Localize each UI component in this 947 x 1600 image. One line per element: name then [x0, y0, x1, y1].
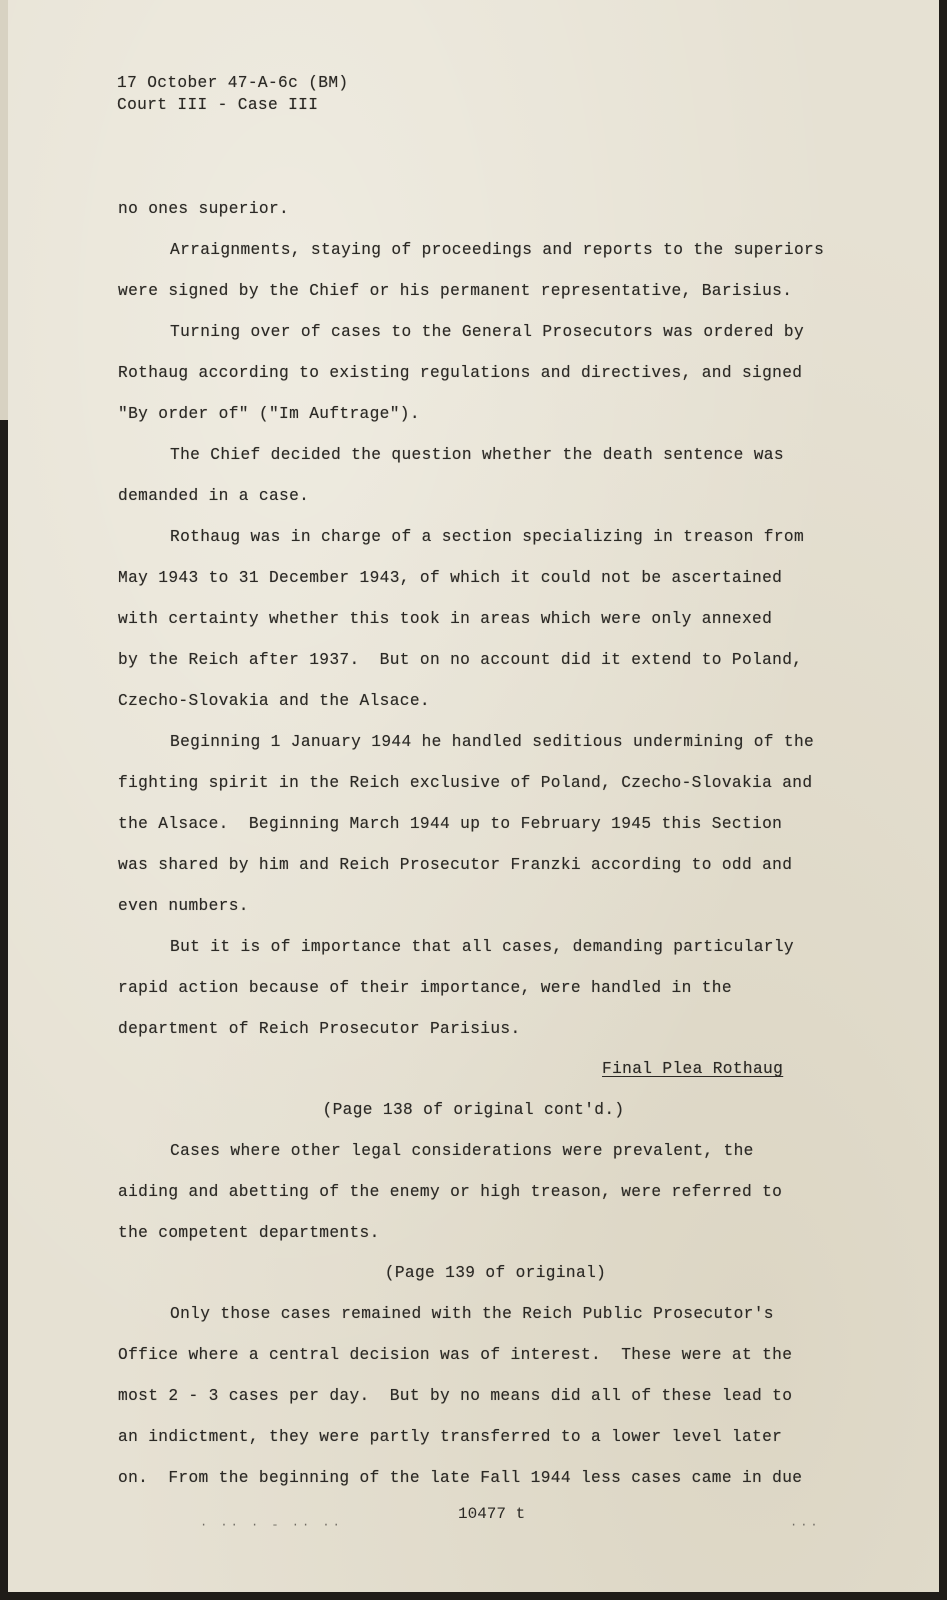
body-line: Beginning 1 January 1944 he handled seditious undermining of the	[170, 733, 815, 751]
body-line: Office where a central decision was of interest. These were at the	[118, 1346, 793, 1364]
body-line: the competent departments.	[118, 1224, 380, 1242]
body-line: "By order of" ("Im Auftrage").	[118, 405, 420, 423]
body-line: demanded in a case.	[118, 487, 310, 505]
body-line: by the Reich after 1937. But on no account did it extend to Poland,	[118, 651, 803, 669]
body-line: Arraignments, staying of proceedings and reports to the superiors	[170, 241, 825, 259]
body-line: on. From the beginning of the late Fall 1944 less cases came in due	[118, 1469, 803, 1487]
body-line: Only those cases remained with the Reich Public Prosecutor's	[170, 1305, 774, 1323]
page-note: (Page 138 of original cont'd.)	[322, 1101, 625, 1119]
body-line: May 1943 to 31 December 1943, of which it could not be ascertained	[118, 569, 783, 587]
body-line: department of Reich Prosecutor Parisius.	[118, 1020, 521, 1038]
body-line: with certainty whether this took in areas which were only annexed	[118, 610, 773, 628]
body-line: even numbers.	[118, 897, 249, 915]
body-line: were signed by the Chief or his permanent representative, Barisius.	[118, 282, 793, 300]
body-line: the Alsace. Beginning March 1944 up to February 1945 this Section	[118, 815, 783, 833]
body-line: Turning over of cases to the General Prosecutors was ordered by	[170, 323, 805, 341]
body-line: Cases where other legal considerations were prevalent, the	[170, 1142, 754, 1160]
section-title: Final Plea Rothaug	[602, 1060, 784, 1078]
body-line: Czecho-Slovakia and the Alsace.	[118, 692, 430, 710]
body-line: no ones superior.	[118, 200, 290, 218]
header-court: Court III - Case III	[117, 96, 319, 114]
header-reference: 17 October 47-A-6c (BM)	[117, 74, 349, 92]
body-line: was shared by him and Reich Prosecutor Franzki according to odd and	[118, 856, 793, 874]
body-line: most 2 - 3 cases per day. But by no means did all of these lead to	[118, 1387, 793, 1405]
body-line: Rothaug was in charge of a section specializing in treason from	[170, 528, 805, 546]
ink-smudge: ···	[790, 1518, 821, 1532]
body-line: aiding and abetting of the enemy or high treason, were referred to	[118, 1183, 783, 1201]
body-line: Rothaug according to existing regulations and directives, and signed	[118, 364, 803, 382]
body-line: an indictment, they were partly transferred to a lower level later	[118, 1428, 783, 1446]
body-line: The Chief decided the question whether the death sentence was	[170, 446, 784, 464]
body-line: rapid action because of their importance, were handled in the	[118, 979, 732, 997]
page-edge	[0, 0, 8, 420]
ink-smudge: · ·· · ‑ ·· ··	[200, 1518, 343, 1532]
page-number: 10477 t	[458, 1505, 526, 1523]
body-line: But it is of importance that all cases, demanding particularly	[170, 938, 794, 956]
page-note: (Page 139 of original)	[384, 1264, 607, 1282]
body-line: fighting spirit in the Reich exclusive of Poland, Czecho-Slovakia and	[118, 774, 813, 792]
